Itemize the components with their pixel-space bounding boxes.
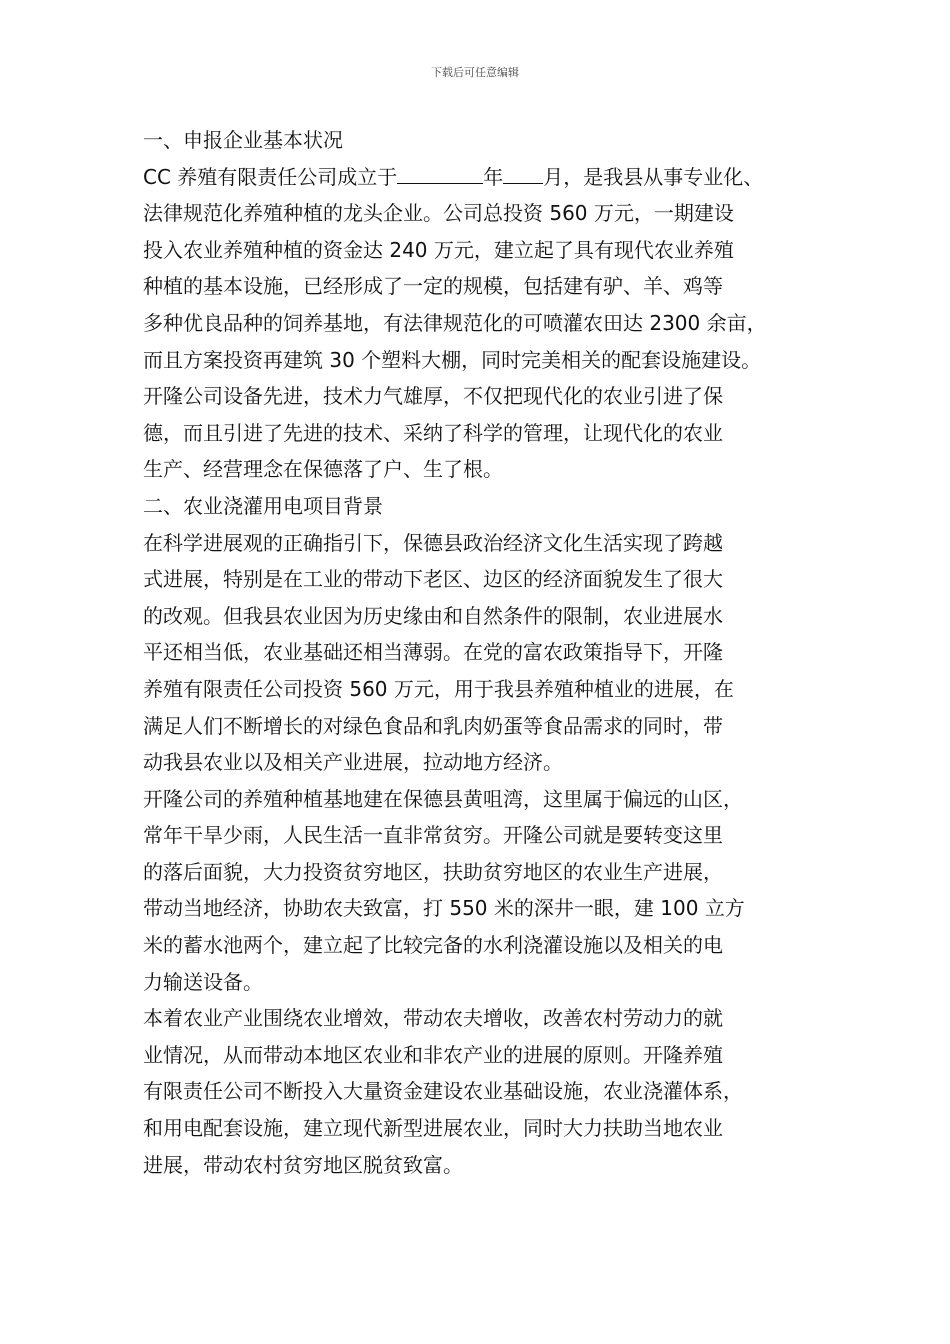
paragraph-line: 平还相当低，农业基础还相当薄弱。在党的富农政策指导下，开隆: [143, 640, 723, 665]
paragraph-line: 法律规范化养殖种植的龙头企业。公司总投资 560 万元，一期建设: [143, 201, 734, 226]
paragraph-line: 开隆公司设备先进，技术力气雄厚，不仅把现代化的农业引进了保: [143, 384, 723, 409]
paragraph-line: 的落后面貌，大力投资贫穷地区，扶助贫穷地区的农业生产进展，: [143, 859, 723, 884]
section-heading-1: 一、申报企业基本状况: [143, 128, 343, 152]
month-blank: [503, 161, 543, 184]
page-header: 下载后可任意编辑: [431, 66, 519, 79]
paragraph-line: 动我县农业以及相关产业进展，拉动地方经济。: [143, 750, 563, 775]
paragraph-line: 满足人们不断增长的对绿色食品和乳肉奶蛋等食品需求的同时，带: [143, 713, 723, 738]
paragraph-line: 进展，带动农村贫穷地区脱贫致富。: [143, 1152, 463, 1177]
paragraph-line: 本着农业产业围绕农业增效，带动农夫增收，改善农村劳动力的就: [143, 1006, 723, 1031]
paragraph-line: 种植的基本设施，已经形成了一定的规模，包括建有驴、羊、鸡等: [143, 274, 723, 299]
paragraph-line: 养殖有限责任公司投资 560 万元，用于我县养殖种植业的进展，在: [143, 676, 734, 701]
paragraph-line: 开隆公司的养殖种植基地建在保德县黄咀湾，这里属于偏远的山区，: [143, 786, 743, 811]
paragraph-line: 德，而且引进了先进的技术、采纳了科学的管理，让现代化的农业: [143, 420, 723, 445]
paragraph-line: 常年干旱少雨，人民生活一直非常贫穷。开隆公司就是要转变这里: [143, 823, 723, 848]
year-blank: [397, 161, 483, 184]
year-label: 年: [483, 164, 504, 189]
paragraph-line: 在科学进展观的正确指引下，保德县政治经济文化生活实现了跨越: [143, 530, 723, 555]
paragraph-line: 投入农业养殖种植的资金达 240 万元，建立起了具有现代农业养殖: [143, 237, 734, 262]
paragraph-line: 带动当地经济，协助农夫致富，打 550 米的深井一眼，建 100 立方: [143, 896, 745, 921]
paragraph-line: 业情况，从而带动本地区农业和非农产业的进展的原则。开隆养殖: [143, 1042, 723, 1067]
month-continuation: 月，是我县从事专业化、: [543, 164, 764, 189]
paragraph-line: 而且方案投资再建筑 30 个塑料大棚，同时完美相关的配套设施建设。: [143, 347, 762, 372]
document-body: [143, 122, 833, 1183]
paragraph-line: 的改观。但我县农业因为历史缘由和自然条件的限制，农业进展水: [143, 603, 723, 628]
paragraph-line: 式进展，特别是在工业的带动下老区、边区的经济面貌发生了很大: [143, 567, 723, 592]
section-heading-2: 二、农业浇灌用电项目背景: [143, 493, 383, 518]
paragraph-line: 多种优良品种的饲养基地，有法律规范化的可喷灌农田达 2300 余亩，: [143, 310, 767, 335]
company-founding-text: CC 养殖有限责任公司成立于: [143, 164, 398, 189]
paragraph-line: 米的蓄水池两个，建立起了比较完备的水利浇灌设施以及相关的电: [143, 933, 723, 958]
paragraph-line: [143, 159, 833, 196]
paragraph-line: 力输送设备。: [143, 969, 263, 994]
paragraph-line: 生产、经营理念在保德落了户、生了根。: [143, 457, 503, 482]
paragraph-line: 和用电配套设施，建立现代新型进展农业，同时大力扶助当地农业: [143, 1116, 723, 1141]
paragraph-line: 有限责任公司不断投入大量资金建设农业基础设施，农业浇灌体系，: [143, 1079, 743, 1104]
